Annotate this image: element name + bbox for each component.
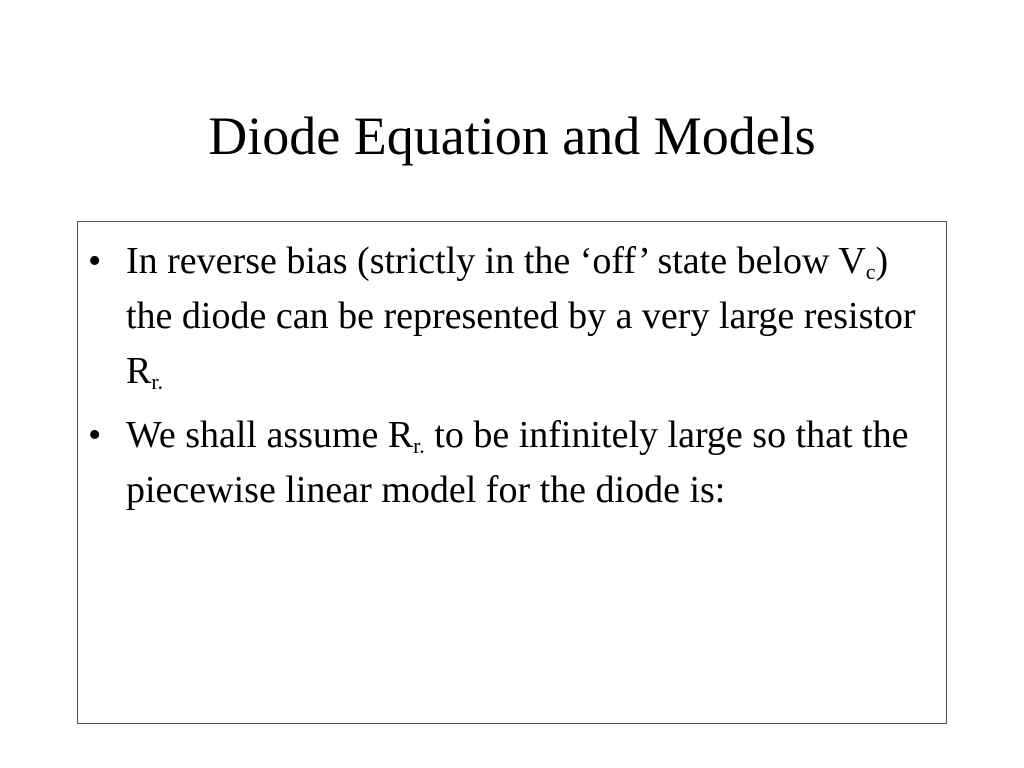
bullet-text: In reverse bias (strictly in the ‘off’ state below V xyxy=(126,240,866,282)
slide-title: Diode Equation and Models xyxy=(208,106,816,166)
subscript-c: c xyxy=(865,259,876,284)
bullet-text: to be infinitely large so that the piecewise linear model for the diode is: xyxy=(126,414,909,511)
bullet-text: ) the diode can be represented by a very large resistor R xyxy=(126,240,916,392)
bullet-text: We shall assume R xyxy=(126,414,414,456)
content-box xyxy=(77,221,947,724)
bullet-list xyxy=(78,222,946,518)
bullet-item-reverse-bias xyxy=(78,234,938,399)
bullet-item-assumption xyxy=(78,408,938,518)
subscript-r: r. xyxy=(151,369,163,394)
subscript-r: r. xyxy=(413,433,425,458)
bullet-icon: • xyxy=(88,240,102,282)
bullet-icon: • xyxy=(88,414,102,456)
